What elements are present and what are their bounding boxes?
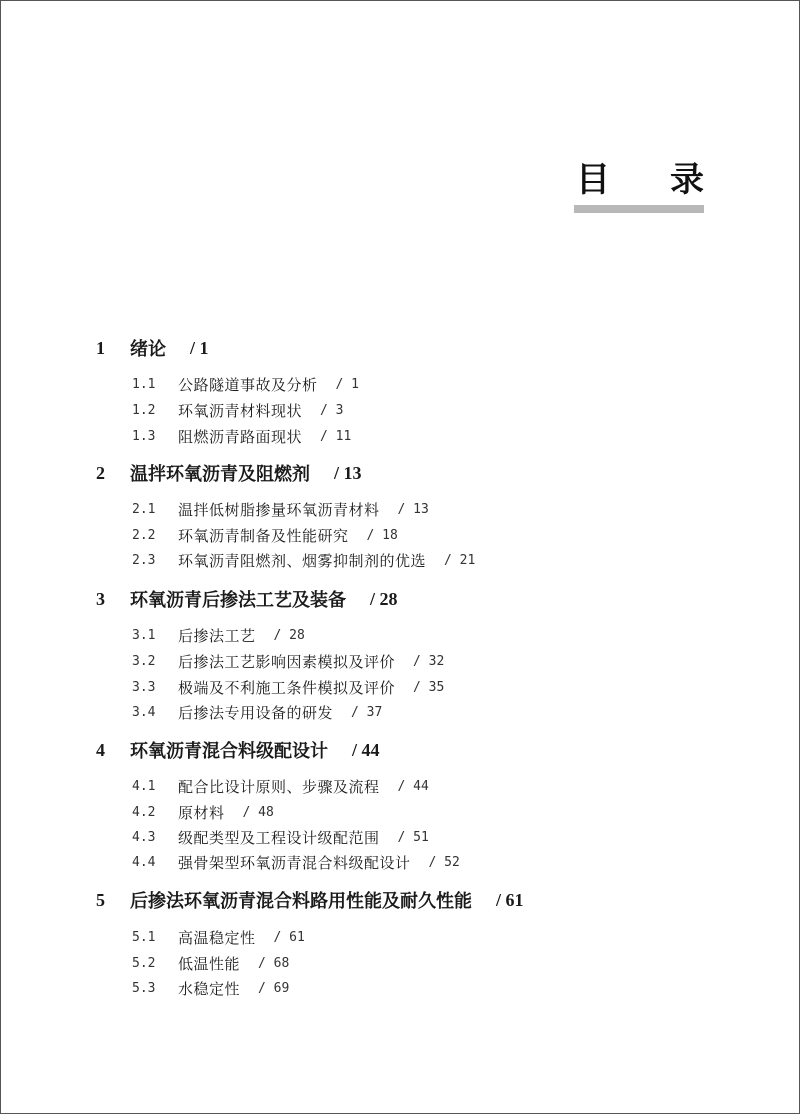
section-entry[interactable] bbox=[132, 549, 475, 571]
section-number: 5.2 bbox=[132, 955, 156, 971]
section-entry[interactable] bbox=[132, 701, 382, 723]
section-title: 公路隧道事故及分析 bbox=[178, 375, 318, 394]
section-number: 1.2 bbox=[132, 402, 156, 418]
section-title: 后掺法工艺 bbox=[178, 626, 256, 645]
section-entry[interactable] bbox=[132, 926, 305, 948]
chapter-number: 3 bbox=[96, 588, 105, 609]
section-number: 2.2 bbox=[132, 527, 156, 543]
section-number: 4.3 bbox=[132, 829, 156, 845]
section-entry[interactable] bbox=[132, 676, 444, 698]
section-page: / 21 bbox=[444, 552, 476, 568]
section-number: 1.1 bbox=[132, 376, 156, 392]
section-number: 2.3 bbox=[132, 552, 156, 568]
section-page: / 18 bbox=[366, 527, 398, 543]
section-entry[interactable] bbox=[132, 498, 429, 520]
section-entry[interactable] bbox=[132, 624, 305, 646]
chapter-entry[interactable] bbox=[96, 585, 398, 613]
section-number: 4.1 bbox=[132, 778, 156, 794]
section-page: / 32 bbox=[413, 653, 445, 669]
section-page: / 68 bbox=[258, 955, 290, 971]
chapter-page: / 13 bbox=[334, 462, 362, 483]
section-page: / 35 bbox=[413, 679, 445, 695]
chapter-number: 5 bbox=[96, 889, 105, 910]
section-title: 后掺法专用设备的研发 bbox=[178, 703, 334, 722]
section-entry[interactable] bbox=[132, 851, 460, 873]
chapter-title: 环氧沥青混合料级配设计 bbox=[130, 741, 328, 762]
chapter-number: 4 bbox=[96, 739, 105, 760]
section-title: 强骨架型环氧沥青混合料级配设计 bbox=[178, 853, 411, 872]
chapter-entry[interactable] bbox=[96, 736, 380, 764]
section-title: 原材料 bbox=[178, 803, 225, 822]
section-title: 环氧沥青材料现状 bbox=[178, 401, 303, 420]
section-title: 环氧沥青制备及性能研究 bbox=[178, 526, 349, 545]
chapter-number: 2 bbox=[96, 462, 105, 483]
chapter-page: / 1 bbox=[190, 337, 209, 358]
title-underline bbox=[574, 205, 704, 213]
section-number: 3.3 bbox=[132, 679, 156, 695]
chapter-page: / 61 bbox=[496, 889, 524, 910]
section-title: 低温性能 bbox=[178, 954, 241, 973]
section-title: 阻燃沥青路面现状 bbox=[178, 427, 303, 446]
section-page: / 69 bbox=[258, 980, 290, 996]
section-number: 4.2 bbox=[132, 804, 156, 820]
section-page: / 28 bbox=[273, 627, 305, 643]
section-number: 2.1 bbox=[132, 501, 156, 517]
section-title: 极端及不利施工条件模拟及评价 bbox=[178, 678, 396, 697]
chapter-number: 1 bbox=[96, 337, 105, 358]
section-entry[interactable] bbox=[132, 373, 359, 395]
section-page: / 61 bbox=[273, 929, 305, 945]
chapter-entry[interactable] bbox=[96, 334, 209, 362]
section-page: / 51 bbox=[397, 829, 429, 845]
section-number: 3.1 bbox=[132, 627, 156, 643]
section-title: 水稳定性 bbox=[178, 979, 241, 998]
section-entry[interactable] bbox=[132, 775, 429, 797]
page-title-char-1: 目 bbox=[576, 160, 610, 200]
section-page: / 48 bbox=[242, 804, 274, 820]
section-page: / 11 bbox=[320, 428, 352, 444]
section-entry[interactable] bbox=[132, 425, 351, 447]
section-title: 后掺法工艺影响因素模拟及评价 bbox=[178, 652, 396, 671]
chapter-page: / 28 bbox=[370, 588, 398, 609]
section-page: / 44 bbox=[397, 778, 429, 794]
section-number: 4.4 bbox=[132, 854, 156, 870]
section-number: 5.3 bbox=[132, 980, 156, 996]
chapter-entry[interactable] bbox=[96, 886, 524, 914]
chapter-title: 环氧沥青后掺法工艺及装备 bbox=[130, 590, 346, 611]
section-number: 3.4 bbox=[132, 704, 156, 720]
section-entry[interactable] bbox=[132, 524, 398, 546]
chapter-title: 温拌环氧沥青及阻燃剂 bbox=[130, 464, 310, 485]
section-number: 1.3 bbox=[132, 428, 156, 444]
page-title-char-2: 录 bbox=[670, 160, 704, 200]
section-entry[interactable] bbox=[132, 952, 289, 974]
section-entry[interactable] bbox=[132, 826, 429, 848]
section-entry[interactable] bbox=[132, 399, 344, 421]
chapter-page: / 44 bbox=[352, 739, 380, 760]
section-entry[interactable] bbox=[132, 977, 289, 999]
section-title: 配合比设计原则、步骤及流程 bbox=[178, 777, 380, 796]
section-page: / 3 bbox=[320, 402, 344, 418]
section-number: 3.2 bbox=[132, 653, 156, 669]
section-page: / 13 bbox=[397, 501, 429, 517]
section-page: / 1 bbox=[335, 376, 359, 392]
section-title: 高温稳定性 bbox=[178, 928, 256, 947]
section-title: 环氧沥青阻燃剂、烟雾抑制剂的优选 bbox=[178, 551, 427, 570]
section-page: / 52 bbox=[428, 854, 460, 870]
section-entry[interactable] bbox=[132, 801, 274, 823]
chapter-title: 绪论 bbox=[130, 339, 166, 360]
section-number: 5.1 bbox=[132, 929, 156, 945]
section-title: 温拌低树脂掺量环氧沥青材料 bbox=[178, 500, 380, 519]
chapter-entry[interactable] bbox=[96, 459, 362, 487]
section-page: / 37 bbox=[351, 704, 383, 720]
section-entry[interactable] bbox=[132, 650, 444, 672]
page-title bbox=[576, 160, 704, 200]
section-title: 级配类型及工程设计级配范围 bbox=[178, 828, 380, 847]
chapter-title: 后掺法环氧沥青混合料路用性能及耐久性能 bbox=[130, 891, 472, 912]
